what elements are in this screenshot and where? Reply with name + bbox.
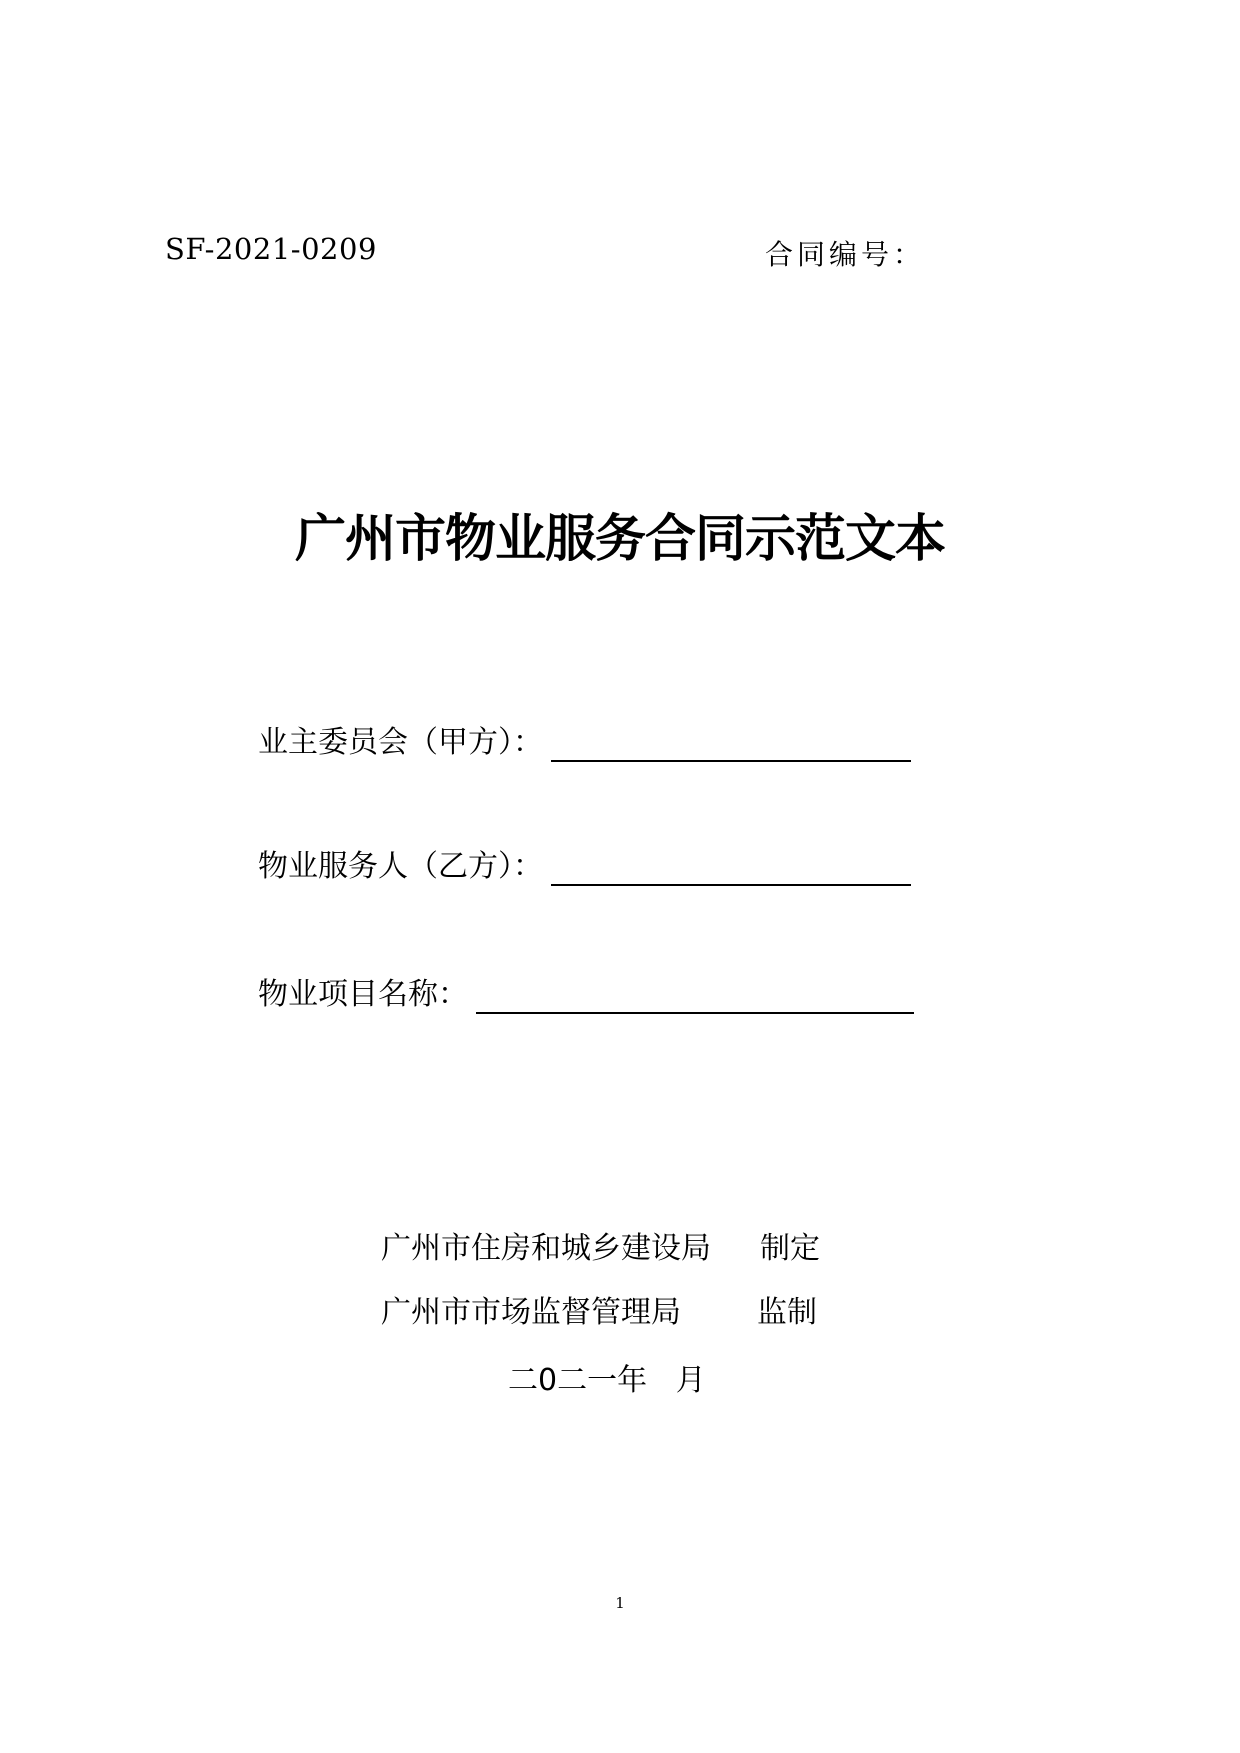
- field-label-party-b: 物业服务人（乙方）：: [258, 849, 543, 884]
- field-label-project-name: 物业项目名称：: [258, 977, 468, 1012]
- fill-in-line-party-a: [551, 726, 911, 762]
- supervising-authority-name: 广州市市场监督管理局: [381, 1295, 681, 1330]
- property-service-provider-field: [258, 838, 911, 886]
- document-title: 广州市物业服务合同示范文本: [294, 509, 945, 569]
- issuing-authority-role: 制定: [760, 1231, 820, 1266]
- page-number: 1: [615, 1594, 625, 1612]
- property-project-name-field: [258, 966, 914, 1014]
- issue-date: 二0二一年 月: [508, 1363, 706, 1398]
- field-label-party-a: 业主委员会（甲方）：: [258, 725, 543, 760]
- document-code: SF-2021-0209: [165, 232, 377, 266]
- owners-committee-field: [258, 714, 911, 762]
- issuing-authority-name: 广州市住房和城乡建设局: [381, 1231, 711, 1266]
- fill-in-line-party-b: [551, 850, 911, 886]
- supervising-authority-role: 监制: [757, 1295, 817, 1330]
- contract-number-label: 合同编号：: [765, 238, 926, 271]
- fill-in-line-project-name: [476, 978, 914, 1014]
